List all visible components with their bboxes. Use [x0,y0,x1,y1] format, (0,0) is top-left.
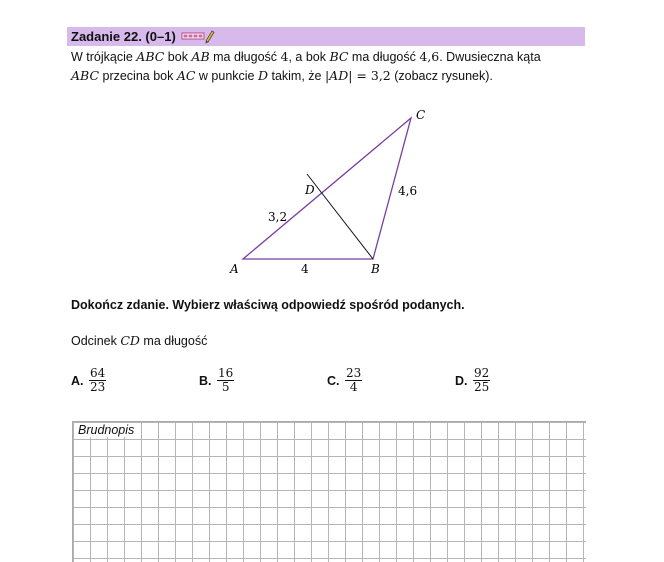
math-expression: AB [191,49,210,64]
length-label-ab: 4 [301,262,309,276]
fraction-denominator: 4 [349,380,358,394]
scratch-grid[interactable] [72,421,586,562]
vertex-label-c: C [416,108,426,122]
length-label-ad: 3,2 [268,210,288,224]
fraction-numerator: 23 [346,366,362,380]
option-fraction [89,367,106,394]
question-suffix: ma długość [139,334,208,348]
triangle-abc [243,118,411,259]
fraction-numerator: 64 [90,366,106,380]
statement-text: ma długość [348,50,420,64]
statement-text: ma długość [209,50,281,64]
option-letter: A. [71,374,84,388]
statement-text: przecina bok [99,69,177,83]
statement-text: (zobacz rysunek). [390,69,493,83]
fraction-denominator: 25 [474,380,490,394]
option-fraction [473,367,490,394]
question-segment: CD [120,333,140,348]
statement-text: , a bok [288,50,330,64]
statement-text: w punkcie [195,69,258,83]
statement-text: W trójkącie [71,50,137,64]
question-prefix: Odcinek [71,334,121,348]
math-expression: 4 [280,49,289,64]
math-expression: ABC [71,68,100,83]
bisector-line [307,174,373,259]
task-title: Zadanie 22. (0–1) [71,29,176,44]
instruction-text: Dokończ zdanie. Wybierz właściwą odpowiedź spośród podanych. [71,298,465,312]
option-fraction [345,367,362,394]
length-label-bc: 4,6 [398,184,418,198]
point-label-d: D [305,183,315,197]
option-letter: D. [455,374,468,388]
option-letter: C. [327,374,340,388]
option-letter: B. [199,374,212,388]
math-expression: D [257,68,268,83]
fraction-denominator: 5 [221,380,230,394]
fraction-numerator: 16 [218,366,234,380]
statement-text: bok [164,50,192,64]
math-expression: 4,6 [419,49,440,64]
vertex-label-b: B [371,262,380,276]
statement-text: takim, że [268,69,325,83]
statement-text: . Dwusieczna kąta [439,50,541,64]
math-expression: |AD| [324,68,353,83]
fraction-numerator: 92 [474,366,490,380]
vertex-label-a: A [230,262,239,276]
math-expression: AC [176,68,196,83]
math-expression: BC [329,49,349,64]
scratch-label: Brudnopis [76,423,138,437]
math-expression: ABC [136,49,165,64]
question-text [71,333,207,348]
option-fraction [217,367,234,394]
math-expression: = 3,2 [352,68,391,83]
fraction-denominator: 23 [90,380,106,394]
